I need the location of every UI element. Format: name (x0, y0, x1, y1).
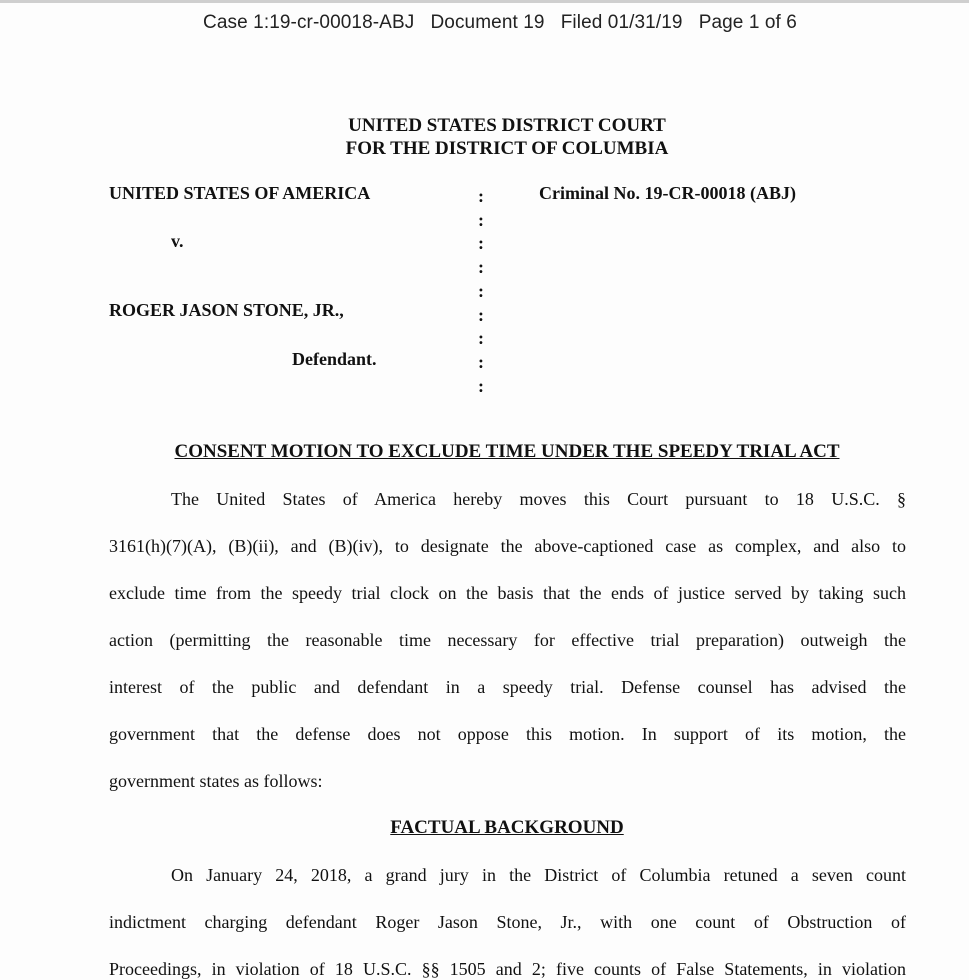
paragraph2-line: Proceedings, in violation of 18 U.S.C. §§ 1505 and 2; five counts of False Statements, in violation (109, 959, 906, 979)
motion-title: CONSENT MOTION TO EXCLUDE TIME UNDER THE SPEEDY TRIAL ACT (174, 441, 840, 462)
paragraph2-line: On January 24, 2018, a grand jury in the District of Columbia retuned a seven count (171, 865, 906, 885)
caption-colon: : (478, 328, 484, 349)
case-number: Case 1:19-cr-00018-ABJ (203, 12, 415, 33)
section-heading: FACTUAL BACKGROUND (390, 817, 624, 838)
document-number: Document 19 (430, 12, 545, 33)
court-name-line1: UNITED STATES DISTRICT COURT (348, 115, 666, 136)
paragraph1-line: government that the defense does not oppose this motion. In support of its motion, the (109, 724, 906, 744)
paragraph1-line: government states as follows: (109, 771, 323, 791)
caption-colon-column (476, 185, 486, 398)
caption-colon: : (478, 304, 484, 325)
caption-colon: : (478, 209, 484, 230)
page-indicator: Page 1 of 6 (698, 12, 797, 33)
caption-colon: : (478, 375, 484, 396)
ecf-header-stamp (0, 12, 969, 34)
paragraph1-line: action (permitting the reasonable time necessary for effective trial preparation) outweigh the (109, 630, 906, 650)
caption-colon: : (478, 186, 484, 206)
page-top-edge (0, 0, 969, 3)
caption-versus: v. (171, 231, 184, 251)
caption-plaintiff: UNITED STATES OF AMERICA (109, 183, 371, 203)
caption-defendant-label: Defendant. (292, 349, 377, 369)
caption-colon: : (478, 351, 484, 372)
criminal-number: Criminal No. 19-CR-00018 (ABJ) (539, 183, 796, 203)
filed-date: Filed 01/31/19 (560, 12, 683, 33)
paragraph1-line: exclude time from the speedy trial clock on the basis that the ends of justice served by taking such (109, 583, 906, 603)
paragraph1-line: The United States of America hereby moves this Court pursuant to 18 U.S.C. § (171, 489, 906, 509)
court-name (0, 114, 969, 160)
caption-colon: : (478, 233, 484, 254)
caption-colon: : (478, 257, 484, 278)
paragraph2-line: indictment charging defendant Roger Jason Stone, Jr., with one count of Obstruction of (109, 912, 906, 932)
caption-colon: : (478, 280, 484, 301)
caption-defendant-name: ROGER JASON STONE, JR., (109, 300, 344, 320)
paragraph1-line: interest of the public and defendant in a speedy trial. Defense counsel has advised the (109, 677, 906, 697)
paragraph1-line: 3161(h)(7)(A), (B)(ii), and (B)(iv), to designate the above-captioned case as complex, and also to (109, 536, 906, 556)
court-name-line2: FOR THE DISTRICT OF COLUMBIA (345, 138, 669, 159)
